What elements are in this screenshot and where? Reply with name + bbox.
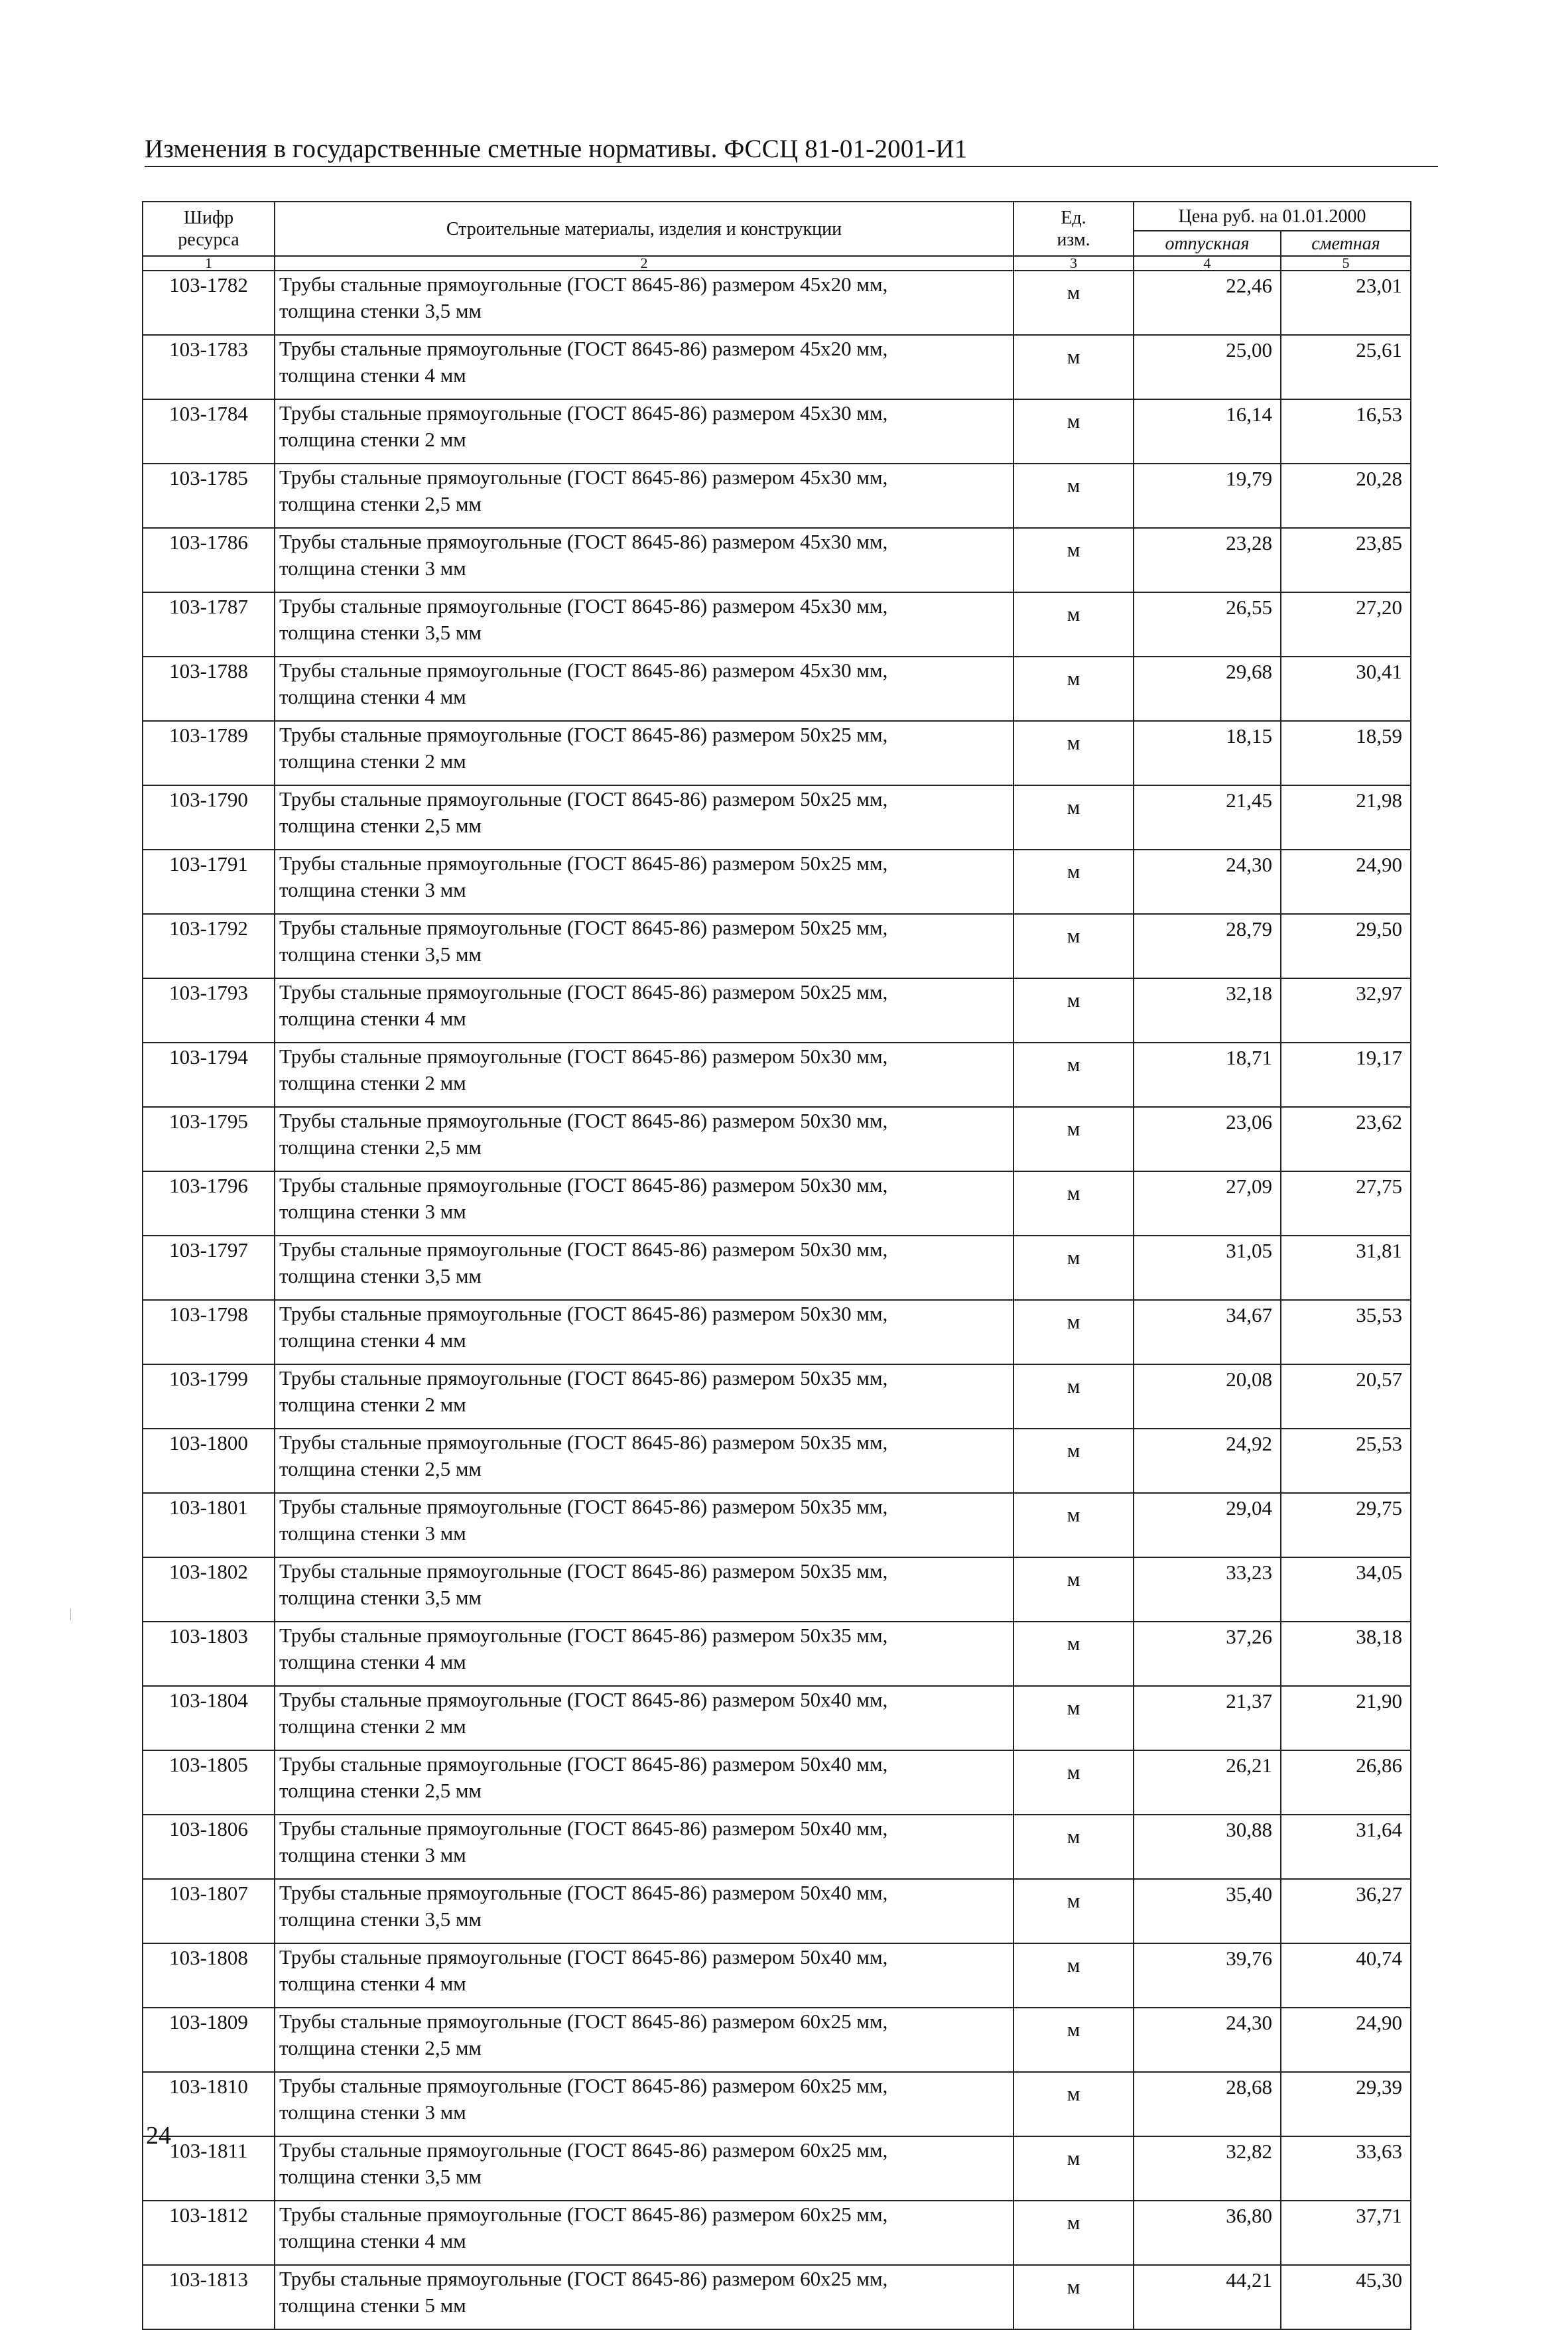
column-number: 5 xyxy=(1281,256,1411,271)
table-row xyxy=(143,914,1411,978)
cell-description-line2: толщина стенки 5 мм xyxy=(279,2294,466,2317)
table-row xyxy=(143,271,1411,335)
header-price-release: отпускная xyxy=(1134,231,1281,256)
cell-price-release: 36,80 xyxy=(1134,2201,1281,2265)
cell-price-release: 24,30 xyxy=(1134,2008,1281,2072)
cell-description-line2: толщина стенки 3 мм xyxy=(279,1200,466,1223)
cell-unit: м xyxy=(1013,1364,1134,1429)
cell-price-estimate: 37,71 xyxy=(1281,2201,1411,2265)
cell-unit: м xyxy=(1013,2136,1134,2201)
cell-description-line1: Трубы стальные прямоугольные (ГОСТ 8645-86) размером 45х30 мм, xyxy=(279,530,888,553)
cell-description-line2: толщина стенки 3 мм xyxy=(279,878,466,901)
cell-description xyxy=(275,1622,1013,1686)
cell-code: 103-1789 xyxy=(143,721,275,785)
cell-price-estimate: 45,30 xyxy=(1281,2265,1411,2329)
cell-price-release: 44,21 xyxy=(1134,2265,1281,2329)
cell-price-release: 33,23 xyxy=(1134,1557,1281,1622)
cell-description-line2: толщина стенки 3,5 мм xyxy=(279,621,482,644)
cell-price-estimate: 20,57 xyxy=(1281,1364,1411,1429)
cell-description xyxy=(275,1043,1013,1107)
cell-price-release: 25,00 xyxy=(1134,335,1281,399)
cell-code: 103-1803 xyxy=(143,1622,275,1686)
price-table-container xyxy=(142,201,1411,2330)
cell-description xyxy=(275,335,1013,399)
cell-code: 103-1795 xyxy=(143,1107,275,1171)
cell-code: 103-1796 xyxy=(143,1171,275,1236)
cell-description xyxy=(275,914,1013,978)
cell-price-estimate: 40,74 xyxy=(1281,1943,1411,2008)
cell-description xyxy=(275,592,1013,657)
column-number: 2 xyxy=(275,256,1013,271)
table-row xyxy=(143,1815,1411,1879)
cell-description-line2: толщина стенки 2,5 мм xyxy=(279,2036,482,2059)
cell-description-line2: толщина стенки 2,5 мм xyxy=(279,814,482,837)
cell-unit: м xyxy=(1013,1043,1134,1107)
cell-description-line1: Трубы стальные прямоугольные (ГОСТ 8645-86) размером 50х30 мм, xyxy=(279,1045,888,1068)
cell-unit: м xyxy=(1013,1943,1134,2008)
cell-code: 103-1787 xyxy=(143,592,275,657)
table-row xyxy=(143,1364,1411,1429)
cell-price-estimate: 23,85 xyxy=(1281,528,1411,592)
cell-description xyxy=(275,1429,1013,1493)
column-number: 1 xyxy=(143,256,275,271)
cell-code: 103-1783 xyxy=(143,335,275,399)
cell-description-line2: толщина стенки 2,5 мм xyxy=(279,1457,482,1480)
cell-description xyxy=(275,2265,1013,2329)
cell-description xyxy=(275,271,1013,335)
cell-description xyxy=(275,850,1013,914)
cell-description-line1: Трубы стальные прямоугольные (ГОСТ 8645-86) размером 50х30 мм, xyxy=(279,1302,888,1325)
table-row xyxy=(143,1171,1411,1236)
cell-unit: м xyxy=(1013,850,1134,914)
cell-description-line1: Трубы стальные прямоугольные (ГОСТ 8645-86) размером 50х35 мм, xyxy=(279,1366,888,1390)
cell-price-release: 19,79 xyxy=(1134,464,1281,528)
cell-code: 103-1805 xyxy=(143,1750,275,1815)
cell-description xyxy=(275,2008,1013,2072)
cell-description xyxy=(275,1686,1013,1750)
table-row xyxy=(143,1686,1411,1750)
table-row xyxy=(143,1300,1411,1364)
cell-code: 103-1782 xyxy=(143,271,275,335)
cell-description-line2: толщина стенки 3 мм xyxy=(279,1843,466,1866)
cell-code: 103-1790 xyxy=(143,785,275,850)
cell-description-line1: Трубы стальные прямоугольные (ГОСТ 8645-86) размером 50х40 мм, xyxy=(279,1945,888,1969)
cell-price-release: 29,04 xyxy=(1134,1493,1281,1557)
cell-description-line2: толщина стенки 2 мм xyxy=(279,1393,466,1416)
cell-description xyxy=(275,1236,1013,1300)
table-row xyxy=(143,464,1411,528)
cell-price-release: 16,14 xyxy=(1134,399,1281,464)
cell-unit: м xyxy=(1013,464,1134,528)
cell-price-estimate: 18,59 xyxy=(1281,721,1411,785)
cell-description xyxy=(275,1107,1013,1171)
header-price-estimate: сметная xyxy=(1281,231,1411,256)
cell-code: 103-1807 xyxy=(143,1879,275,1943)
table-row xyxy=(143,2136,1411,2201)
column-number: 4 xyxy=(1134,256,1281,271)
cell-code: 103-1813 xyxy=(143,2265,275,2329)
column-number-row xyxy=(143,256,1411,271)
cell-price-estimate: 33,63 xyxy=(1281,2136,1411,2201)
cell-price-estimate: 24,90 xyxy=(1281,2008,1411,2072)
table-row xyxy=(143,721,1411,785)
cell-price-estimate: 21,90 xyxy=(1281,1686,1411,1750)
cell-code: 103-1812 xyxy=(143,2201,275,2265)
cell-description-line2: толщина стенки 3,5 мм xyxy=(279,299,482,322)
cell-description xyxy=(275,1815,1013,1879)
cell-description-line1: Трубы стальные прямоугольные (ГОСТ 8645-86) размером 60х25 мм, xyxy=(279,2203,888,2226)
cell-price-estimate: 31,64 xyxy=(1281,1815,1411,1879)
cell-unit: м xyxy=(1013,2201,1134,2265)
cell-description-line1: Трубы стальные прямоугольные (ГОСТ 8645-86) размером 50х35 мм, xyxy=(279,1624,888,1647)
header-price-group: Цена руб. на 01.01.2000 xyxy=(1134,202,1411,231)
cell-code: 103-1802 xyxy=(143,1557,275,1622)
cell-description-line2: толщина стенки 4 мм xyxy=(279,685,466,708)
cell-description-line2: толщина стенки 3,5 мм xyxy=(279,942,482,966)
cell-description-line1: Трубы стальные прямоугольные (ГОСТ 8645-86) размером 60х25 мм, xyxy=(279,2074,888,2097)
cell-price-release: 23,28 xyxy=(1134,528,1281,592)
cell-code: 103-1786 xyxy=(143,528,275,592)
cell-description-line2: толщина стенки 3,5 мм xyxy=(279,2165,482,2188)
cell-price-release: 26,21 xyxy=(1134,1750,1281,1815)
header-description: Строительные материалы, изделия и конструкции xyxy=(275,202,1013,256)
cell-description xyxy=(275,785,1013,850)
cell-unit: м xyxy=(1013,1879,1134,1943)
cell-price-release: 18,71 xyxy=(1134,1043,1281,1107)
cell-description-line1: Трубы стальные прямоугольные (ГОСТ 8645-86) размером 50х25 мм, xyxy=(279,916,888,939)
price-table xyxy=(142,201,1411,2330)
table-row xyxy=(143,1493,1411,1557)
cell-description-line1: Трубы стальные прямоугольные (ГОСТ 8645-86) размером 50х40 мм, xyxy=(279,1752,888,1776)
cell-price-estimate: 26,86 xyxy=(1281,1750,1411,1815)
cell-price-release: 34,67 xyxy=(1134,1300,1281,1364)
table-row xyxy=(143,2265,1411,2329)
cell-price-estimate: 21,98 xyxy=(1281,785,1411,850)
cell-price-release: 32,82 xyxy=(1134,2136,1281,2201)
cell-price-estimate: 25,61 xyxy=(1281,335,1411,399)
cell-description xyxy=(275,464,1013,528)
cell-description-line2: толщина стенки 2 мм xyxy=(279,428,466,451)
table-row xyxy=(143,399,1411,464)
cell-price-estimate: 36,27 xyxy=(1281,1879,1411,1943)
cell-description-line2: толщина стенки 3 мм xyxy=(279,2101,466,2124)
cell-unit: м xyxy=(1013,1300,1134,1364)
cell-description-line2: толщина стенки 2,5 мм xyxy=(279,1779,482,1802)
cell-unit: м xyxy=(1013,914,1134,978)
table-row xyxy=(143,2072,1411,2136)
cell-description xyxy=(275,399,1013,464)
cell-description-line1: Трубы стальные прямоугольные (ГОСТ 8645-86) размером 60х25 мм, xyxy=(279,2010,888,2033)
cell-description-line2: толщина стенки 2 мм xyxy=(279,1715,466,1738)
table-row xyxy=(143,1107,1411,1171)
cell-description-line2: толщина стенки 3,5 мм xyxy=(279,1908,482,1931)
table-row xyxy=(143,335,1411,399)
cell-unit: м xyxy=(1013,1622,1134,1686)
cell-price-release: 28,68 xyxy=(1134,2072,1281,2136)
cell-description-line1: Трубы стальные прямоугольные (ГОСТ 8645-86) размером 45х30 мм, xyxy=(279,466,888,489)
cell-description-line2: толщина стенки 2 мм xyxy=(279,749,466,773)
cell-description xyxy=(275,1300,1013,1364)
table-row xyxy=(143,1429,1411,1493)
cell-price-release: 21,45 xyxy=(1134,785,1281,850)
cell-description xyxy=(275,657,1013,721)
column-number: 3 xyxy=(1013,256,1134,271)
cell-description-line2: толщина стенки 4 мм xyxy=(279,363,466,387)
cell-description-line2: толщина стенки 2,5 мм xyxy=(279,492,482,515)
table-row xyxy=(143,785,1411,850)
cell-unit: м xyxy=(1013,1557,1134,1622)
page-header-title: Изменения в государственные сметные нормативы. ФССЦ 81-01-2001-И1 xyxy=(145,135,968,163)
cell-price-estimate: 27,20 xyxy=(1281,592,1411,657)
table-row xyxy=(143,528,1411,592)
cell-code: 103-1804 xyxy=(143,1686,275,1750)
header-code: Шифр ресурса xyxy=(143,202,275,256)
cell-description-line1: Трубы стальные прямоугольные (ГОСТ 8645-86) размером 50х30 мм, xyxy=(279,1173,888,1197)
price-table-head xyxy=(143,202,1411,271)
cell-price-estimate: 20,28 xyxy=(1281,464,1411,528)
cell-description xyxy=(275,528,1013,592)
cell-description xyxy=(275,1493,1013,1557)
table-row xyxy=(143,1043,1411,1107)
cell-description-line1: Трубы стальные прямоугольные (ГОСТ 8645-86) размером 45х20 мм, xyxy=(279,273,888,296)
table-row xyxy=(143,2201,1411,2265)
cell-description-line1: Трубы стальные прямоугольные (ГОСТ 8645-86) размером 45х30 мм, xyxy=(279,401,888,424)
cell-description xyxy=(275,2201,1013,2265)
cell-unit: м xyxy=(1013,2265,1134,2329)
cell-code: 103-1806 xyxy=(143,1815,275,1879)
cell-description xyxy=(275,1879,1013,1943)
cell-description xyxy=(275,1750,1013,1815)
cell-code: 103-1808 xyxy=(143,1943,275,2008)
cell-price-estimate: 23,62 xyxy=(1281,1107,1411,1171)
page-header xyxy=(145,133,1438,167)
cell-price-release: 21,37 xyxy=(1134,1686,1281,1750)
page-number: 24 xyxy=(146,2122,171,2150)
cell-unit: м xyxy=(1013,399,1134,464)
cell-description-line2: толщина стенки 3,5 мм xyxy=(279,1264,482,1287)
cell-description-line1: Трубы стальные прямоугольные (ГОСТ 8645-86) размером 50х40 мм, xyxy=(279,1688,888,1711)
cell-code: 103-1799 xyxy=(143,1364,275,1429)
cell-description-line1: Трубы стальные прямоугольные (ГОСТ 8645-86) размером 45х30 мм, xyxy=(279,659,888,682)
cell-description-line1: Трубы стальные прямоугольные (ГОСТ 8645-86) размером 60х25 мм, xyxy=(279,2138,888,2162)
cell-description-line1: Трубы стальные прямоугольные (ГОСТ 8645-86) размером 50х25 мм, xyxy=(279,723,888,746)
cell-unit: м xyxy=(1013,271,1134,335)
cell-code: 103-1793 xyxy=(143,978,275,1043)
table-row xyxy=(143,1236,1411,1300)
cell-code: 103-1794 xyxy=(143,1043,275,1107)
cell-description-line1: Трубы стальные прямоугольные (ГОСТ 8645-86) размером 45х30 мм, xyxy=(279,594,888,617)
cell-price-estimate: 34,05 xyxy=(1281,1557,1411,1622)
table-row xyxy=(143,1879,1411,1943)
cell-description-line2: толщина стенки 3,5 мм xyxy=(279,1586,482,1609)
cell-description-line1: Трубы стальные прямоугольные (ГОСТ 8645-86) размером 50х35 мм, xyxy=(279,1495,888,1518)
cell-description-line1: Трубы стальные прямоугольные (ГОСТ 8645-86) размером 50х30 мм, xyxy=(279,1109,888,1132)
cell-unit: м xyxy=(1013,657,1134,721)
table-row xyxy=(143,2008,1411,2072)
cell-price-release: 24,30 xyxy=(1134,850,1281,914)
cell-code: 103-1784 xyxy=(143,399,275,464)
cell-price-estimate: 27,75 xyxy=(1281,1171,1411,1236)
table-row xyxy=(143,1622,1411,1686)
cell-price-release: 32,18 xyxy=(1134,978,1281,1043)
cell-code: 103-1797 xyxy=(143,1236,275,1300)
cell-unit: м xyxy=(1013,785,1134,850)
cell-unit: м xyxy=(1013,978,1134,1043)
cell-description xyxy=(275,978,1013,1043)
cell-description-line1: Трубы стальные прямоугольные (ГОСТ 8645-86) размером 60х25 мм, xyxy=(279,2267,888,2290)
cell-price-estimate: 16,53 xyxy=(1281,399,1411,464)
cell-code: 103-1792 xyxy=(143,914,275,978)
cell-description-line1: Трубы стальные прямоугольные (ГОСТ 8645-86) размером 50х35 мм, xyxy=(279,1559,888,1583)
cell-unit: м xyxy=(1013,1107,1134,1171)
cell-price-estimate: 31,81 xyxy=(1281,1236,1411,1300)
cell-unit: м xyxy=(1013,1171,1134,1236)
cell-price-estimate: 38,18 xyxy=(1281,1622,1411,1686)
cell-unit: м xyxy=(1013,2072,1134,2136)
cell-price-estimate: 29,50 xyxy=(1281,914,1411,978)
cell-price-release: 26,55 xyxy=(1134,592,1281,657)
header-unit: Ед. изм. xyxy=(1013,202,1134,256)
cell-description xyxy=(275,1364,1013,1429)
cell-description xyxy=(275,2072,1013,2136)
cell-price-estimate: 29,39 xyxy=(1281,2072,1411,2136)
price-table-body xyxy=(143,271,1411,2329)
cell-description-line1: Трубы стальные прямоугольные (ГОСТ 8645-86) размером 50х35 мм, xyxy=(279,1431,888,1454)
cell-unit: м xyxy=(1013,1236,1134,1300)
cell-unit: м xyxy=(1013,1815,1134,1879)
cell-description-line1: Трубы стальные прямоугольные (ГОСТ 8645-86) размером 45х20 мм, xyxy=(279,337,888,360)
cell-unit: м xyxy=(1013,1750,1134,1815)
cell-price-estimate: 32,97 xyxy=(1281,978,1411,1043)
cell-description-line1: Трубы стальные прямоугольные (ГОСТ 8645-86) размером 50х40 мм, xyxy=(279,1817,888,1840)
cell-price-release: 39,76 xyxy=(1134,1943,1281,2008)
cell-description-line2: толщина стенки 2,5 мм xyxy=(279,1135,482,1159)
cell-unit: м xyxy=(1013,335,1134,399)
scan-margin-mark xyxy=(70,1608,71,1620)
cell-price-estimate: 35,53 xyxy=(1281,1300,1411,1364)
cell-description-line1: Трубы стальные прямоугольные (ГОСТ 8645-86) размером 50х40 мм, xyxy=(279,1881,888,1904)
cell-code: 103-1800 xyxy=(143,1429,275,1493)
cell-unit: м xyxy=(1013,1493,1134,1557)
cell-description-line2: толщина стенки 4 мм xyxy=(279,1650,466,1673)
table-row xyxy=(143,850,1411,914)
cell-code: 103-1811 xyxy=(143,2136,275,2201)
cell-unit: м xyxy=(1013,2008,1134,2072)
cell-price-release: 28,79 xyxy=(1134,914,1281,978)
cell-price-release: 23,06 xyxy=(1134,1107,1281,1171)
cell-code: 103-1785 xyxy=(143,464,275,528)
cell-price-release: 30,88 xyxy=(1134,1815,1281,1879)
table-row xyxy=(143,1557,1411,1622)
cell-description-line2: толщина стенки 4 мм xyxy=(279,2229,466,2252)
cell-price-release: 29,68 xyxy=(1134,657,1281,721)
cell-price-estimate: 24,90 xyxy=(1281,850,1411,914)
table-row xyxy=(143,1750,1411,1815)
cell-description xyxy=(275,1943,1013,2008)
cell-code: 103-1798 xyxy=(143,1300,275,1364)
table-row xyxy=(143,1943,1411,2008)
cell-unit: м xyxy=(1013,1686,1134,1750)
cell-code: 103-1791 xyxy=(143,850,275,914)
cell-description-line2: толщина стенки 2 мм xyxy=(279,1071,466,1094)
cell-description-line2: толщина стенки 3 мм xyxy=(279,556,466,580)
cell-code: 103-1809 xyxy=(143,2008,275,2072)
cell-description xyxy=(275,1557,1013,1622)
cell-description-line1: Трубы стальные прямоугольные (ГОСТ 8645-86) размером 50х30 мм, xyxy=(279,1238,888,1261)
cell-description-line1: Трубы стальные прямоугольные (ГОСТ 8645-86) размером 50х25 мм, xyxy=(279,980,888,1003)
cell-price-estimate: 29,75 xyxy=(1281,1493,1411,1557)
cell-price-release: 37,26 xyxy=(1134,1622,1281,1686)
table-row xyxy=(143,657,1411,721)
cell-description-line1: Трубы стальные прямоугольные (ГОСТ 8645-86) размером 50х25 мм, xyxy=(279,787,888,810)
cell-description-line2: толщина стенки 3 мм xyxy=(279,1521,466,1545)
cell-description-line2: толщина стенки 4 мм xyxy=(279,1007,466,1030)
cell-unit: м xyxy=(1013,721,1134,785)
cell-code: 103-1801 xyxy=(143,1493,275,1557)
cell-unit: м xyxy=(1013,1429,1134,1493)
cell-unit: м xyxy=(1013,528,1134,592)
cell-price-release: 18,15 xyxy=(1134,721,1281,785)
cell-price-estimate: 23,01 xyxy=(1281,271,1411,335)
table-row xyxy=(143,978,1411,1043)
cell-price-release: 24,92 xyxy=(1134,1429,1281,1493)
cell-price-estimate: 19,17 xyxy=(1281,1043,1411,1107)
cell-price-release: 35,40 xyxy=(1134,1879,1281,1943)
table-row xyxy=(143,592,1411,657)
cell-price-release: 22,46 xyxy=(1134,271,1281,335)
cell-price-release: 20,08 xyxy=(1134,1364,1281,1429)
cell-code: 103-1810 xyxy=(143,2072,275,2136)
cell-price-estimate: 25,53 xyxy=(1281,1429,1411,1493)
cell-description-line1: Трубы стальные прямоугольные (ГОСТ 8645-86) размером 50х25 мм, xyxy=(279,852,888,875)
cell-description xyxy=(275,721,1013,785)
cell-description-line2: толщина стенки 4 мм xyxy=(279,1972,466,1995)
cell-price-release: 31,05 xyxy=(1134,1236,1281,1300)
cell-code: 103-1788 xyxy=(143,657,275,721)
cell-description-line2: толщина стенки 4 мм xyxy=(279,1328,466,1352)
cell-description xyxy=(275,1171,1013,1236)
cell-description xyxy=(275,2136,1013,2201)
cell-unit: м xyxy=(1013,592,1134,657)
cell-price-release: 27,09 xyxy=(1134,1171,1281,1236)
cell-price-estimate: 30,41 xyxy=(1281,657,1411,721)
